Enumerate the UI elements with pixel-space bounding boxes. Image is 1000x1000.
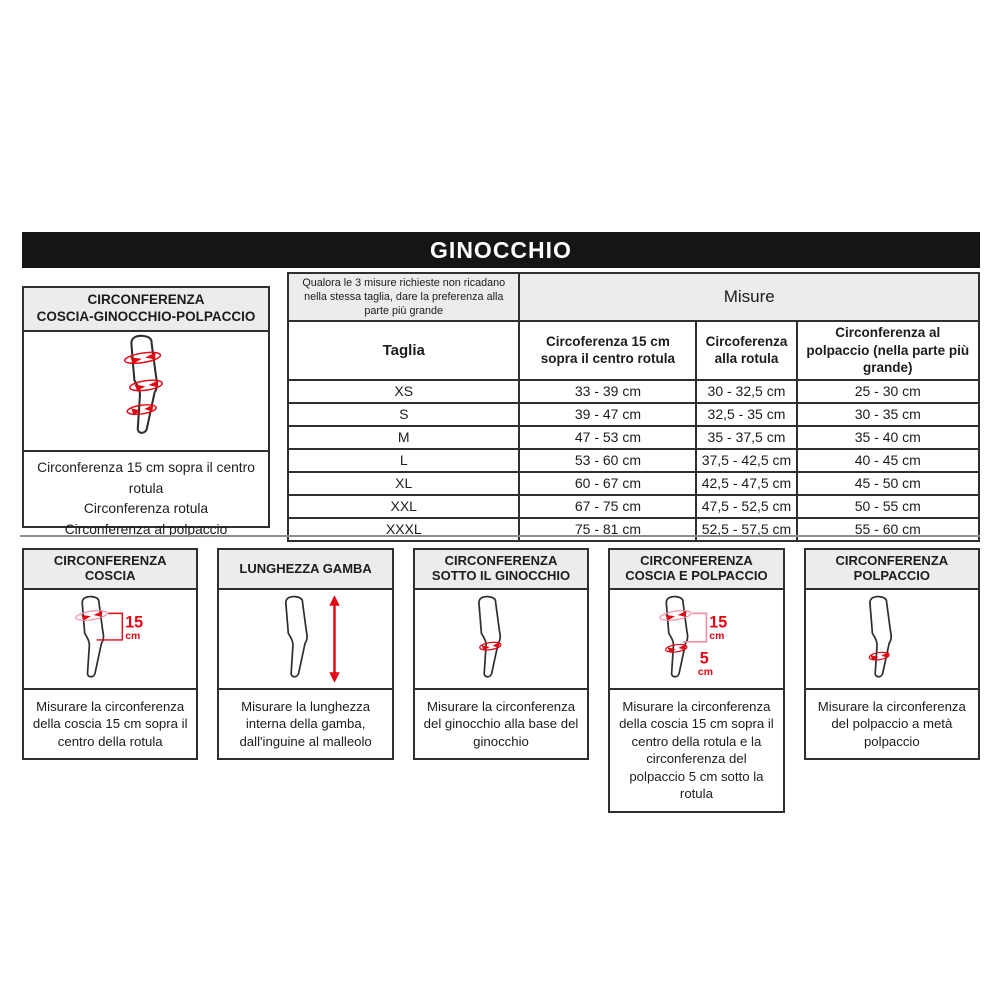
panel-illustration bbox=[24, 590, 196, 690]
size-cell: XL bbox=[288, 472, 519, 495]
calf-cell: 25 - 30 cm bbox=[797, 380, 979, 403]
measure-unit-label-2: cm bbox=[698, 667, 714, 679]
panel-description: Misurare la circonferenza del ginocchio alla base del ginocchio bbox=[423, 699, 579, 749]
knee-cell: 30 - 32,5 cm bbox=[696, 380, 796, 403]
measure-overview-title-line1: CIRCONFERENZA bbox=[87, 292, 205, 308]
column-header-thigh: Circoferenza 15 cm sopra il centro rotula bbox=[519, 321, 696, 380]
measure-unit-label: cm bbox=[125, 631, 141, 642]
measure-unit-label: cm bbox=[709, 631, 725, 642]
panel-title: CIRCONFERENZA COSCIA bbox=[24, 550, 196, 590]
measure-overview-title-line2: COSCIA-GINOCCHIO-POLPACCIO bbox=[36, 309, 256, 324]
panel-title: CIRCONFERENZA POLPACCIO bbox=[806, 550, 978, 590]
table-group-header: Misure bbox=[519, 273, 979, 321]
section-divider bbox=[20, 535, 980, 537]
leg-thigh-calf-measure-icon bbox=[620, 591, 772, 687]
size-cell: XS bbox=[288, 380, 519, 403]
table-row bbox=[288, 426, 979, 449]
panel-circonferenza-polpaccio bbox=[804, 548, 980, 760]
size-table bbox=[287, 272, 980, 542]
table-row bbox=[288, 472, 979, 495]
calf-cell: 30 - 35 cm bbox=[797, 403, 979, 426]
table-note-row bbox=[288, 273, 979, 321]
page-title-bar bbox=[22, 232, 980, 268]
calf-cell: 45 - 50 cm bbox=[797, 472, 979, 495]
thigh-cell: 33 - 39 cm bbox=[519, 380, 696, 403]
measure-overview-header bbox=[24, 288, 268, 332]
size-cell: XXL bbox=[288, 495, 519, 518]
panel-lunghezza-gamba bbox=[217, 548, 393, 760]
thigh-cell: 47 - 53 cm bbox=[519, 426, 696, 449]
column-header-calf: Circonferenza al polpaccio (nella parte più grande) bbox=[797, 321, 979, 380]
panel-description: Misurare la circonferenza della coscia 15 cm sopra il centro della rotula bbox=[32, 699, 188, 749]
thigh-cell: 53 - 60 cm bbox=[519, 449, 696, 472]
column-header-knee: Circoferenza alla rotula bbox=[696, 321, 796, 380]
table-row bbox=[288, 518, 979, 541]
caption-line: Circonferenza al polpaccio bbox=[64, 522, 228, 538]
size-cell: S bbox=[288, 403, 519, 426]
table-header-row bbox=[288, 321, 979, 380]
knee-cell: 35 - 37,5 cm bbox=[696, 426, 796, 449]
knee-cell: 32,5 - 35 cm bbox=[696, 403, 796, 426]
leg-calf-measure-icon bbox=[816, 591, 968, 687]
table-row bbox=[288, 403, 979, 426]
caption-line: Circonferenza rotula bbox=[83, 501, 209, 517]
leg-three-measures-icon bbox=[66, 332, 226, 450]
panel-circonferenza-sotto-ginocchio bbox=[413, 548, 589, 760]
calf-cell: 35 - 40 cm bbox=[797, 426, 979, 449]
panel-illustration bbox=[415, 590, 587, 690]
panel-title: LUNGHEZZA GAMBA bbox=[219, 550, 391, 590]
panel-description: Misurare la circonferenza del polpaccio a metà polpaccio bbox=[817, 699, 966, 749]
panel-description: Misurare la circonferenza della coscia 15 cm sopra il centro della rotula e la circonferenza del polpaccio 5 cm sotto la rotula bbox=[619, 699, 774, 802]
table-row bbox=[288, 449, 979, 472]
knee-cell: 52,5 - 57,5 cm bbox=[696, 518, 796, 541]
calf-cell: 55 - 60 cm bbox=[797, 518, 979, 541]
measure-value-label: 15 bbox=[709, 613, 728, 632]
table-row bbox=[288, 380, 979, 403]
panel-illustration bbox=[219, 590, 391, 690]
thigh-cell: 39 - 47 cm bbox=[519, 403, 696, 426]
measure-value-label: 15 bbox=[125, 613, 144, 632]
column-header-size: Taglia bbox=[288, 321, 519, 380]
calf-cell: 50 - 55 cm bbox=[797, 495, 979, 518]
measure-overview-caption bbox=[24, 450, 268, 548]
leg-below-knee-measure-icon bbox=[425, 591, 577, 687]
size-cell: XXXL bbox=[288, 518, 519, 541]
panel-illustration bbox=[806, 590, 978, 690]
thigh-cell: 67 - 75 cm bbox=[519, 495, 696, 518]
thigh-cell: 75 - 81 cm bbox=[519, 518, 696, 541]
panel-title: CIRCONFERENZA COSCIA E POLPACCIO bbox=[610, 550, 782, 590]
calf-cell: 40 - 45 cm bbox=[797, 449, 979, 472]
instruction-panels-row bbox=[22, 548, 980, 813]
measure-overview-panel bbox=[22, 286, 270, 538]
size-cell: L bbox=[288, 449, 519, 472]
size-cell: M bbox=[288, 426, 519, 449]
panel-illustration bbox=[610, 590, 782, 690]
table-note: Qualora le 3 misure richieste non ricadano nella stessa taglia, dare la preferenza alla parte più grande bbox=[288, 273, 519, 321]
knee-cell: 47,5 - 52,5 cm bbox=[696, 495, 796, 518]
leg-thigh-measure-icon bbox=[34, 591, 186, 687]
measure-value-label-2: 5 bbox=[700, 649, 710, 668]
thigh-cell: 60 - 67 cm bbox=[519, 472, 696, 495]
panel-circonferenza-coscia bbox=[22, 548, 198, 760]
panel-title: CIRCONFERENZA SOTTO IL GINOCCHIO bbox=[415, 550, 587, 590]
page-title: GINOCCHIO bbox=[430, 236, 572, 263]
panel-description: Misurare la lunghezza interna della gamba, dall'inguine al malleolo bbox=[239, 699, 372, 749]
table-row bbox=[288, 495, 979, 518]
measure-overview-illustration bbox=[24, 332, 268, 450]
leg-length-measure-icon bbox=[230, 591, 382, 687]
panel-circonferenza-coscia-polpaccio bbox=[608, 548, 784, 813]
knee-cell: 42,5 - 47,5 cm bbox=[696, 472, 796, 495]
caption-line: Circonferenza 15 cm sopra il centro rotula bbox=[37, 460, 255, 496]
knee-cell: 37,5 - 42,5 cm bbox=[696, 449, 796, 472]
size-table-wrap bbox=[287, 272, 980, 542]
